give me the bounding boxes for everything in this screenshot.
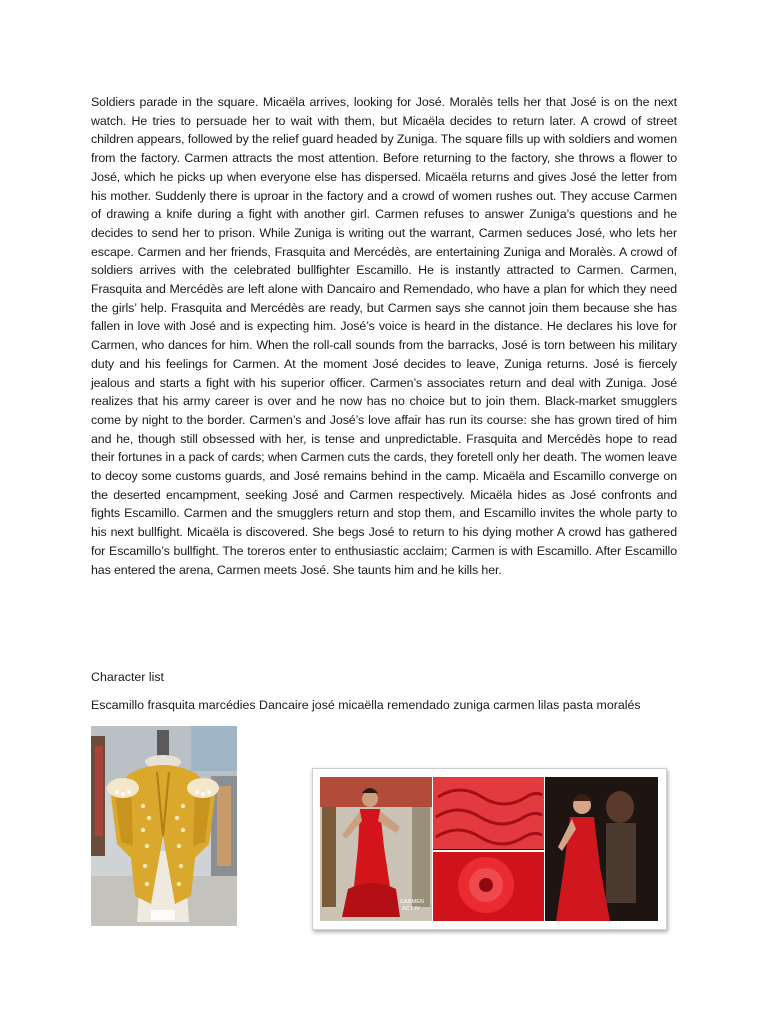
matador-jacket-illustration: [91, 726, 237, 926]
carmen-collage: [320, 777, 658, 921]
matador-jacket-photo: [91, 726, 237, 926]
character-list-heading: Character list: [91, 670, 164, 684]
carmen-collage-frame: [312, 768, 667, 930]
collage-caption-2: ACT IV: [402, 906, 420, 912]
carmen-collage-illustration: [320, 777, 658, 921]
synopsis-paragraph: Soldiers parade in the square. Micaëla arrives, looking for José. Moralès tells her that José is on the next watch. He tries to persuade her to wait with them, but Micaëla decides to return later. A crowd of street children appears, followed by the relief guard headed by Zuniga. The square fills up with soldiers and women from the factory. Carmen attracts the most attention. Before returning to the factory, she throws a flower to José, which he picks up when everyone else has dispersed. Micaëla returns and gives José the letter from his mother. Suddenly there is uproar in the factory and a crowd of women rushes out. They accuse Carmen of drawing a knife during a fight with another girl. Carmen refuses to answer Zuniga’s questions and he decides to send her to prison. While Zuniga is writing out the warrant, Carmen seduces José, who lets her escape. Carmen and her friends, Frasquita and Mercédès, are entertaining Zuniga and Moralès. A crowd of soldiers arrives with the celebrated bullfighter Escamillo. He is instantly attracted to Carmen. Carmen, Frasquita and Mercédès are left alone with Dancairo and Remendado, who have a plan for which they need the girls’ help. Frasquita and Mercédès are ready, but Carmen says she cannot join them because she has fallen in love with José and is expecting him. José’s voice is heard in the distance. He declares his love for Carmen, who dances for him. When the roll-call sounds from the barracks, José is torn between his military duty and his feelings for Carmen. At the moment José decides to leave, Zuniga returns. José is fiercely jealous and starts a fight with his superior officer. Carmen’s associates return and deal with Zuniga. José realizes that his army career is over and he now has no choice but to join them. Black-market smugglers come by night to the border. Carmen’s and José’s love affair has run its course: she has grown tired of him and he, though still obsessed with her, is tense and unpredictable. Frasquita and Mercédès hope to read their fortunes in a pack of cards; when Carmen cuts the cards, they foretell only her death. The women leave to decoy some customs guards, and José remains behind in the camp. Micaëla and Escamillo converge on the deserted encampment, seeking José and Carmen respectively. Micaëla hides as José confronts and fights Escamillo. Carmen and the smugglers return and stop them, and Escamillo invites the whole party to his next bullfight. Micaëla is discovered. She begs José to return to his dying mother A crowd has gathered for Escamillo’s bullfight. The toreros enter to enthusiastic acclaim; Carmen is with Escamillo. After Escamillo has entered the arena, Carmen meets José. She taunts him and he kills her.: [91, 95, 677, 577]
character-names: Escamillo frasquita marcédies Dancaire josé micaëlla remendado zuniga carmen lilas pasta moralés: [91, 698, 641, 712]
collage-caption-1: CARMEN: [400, 899, 424, 905]
